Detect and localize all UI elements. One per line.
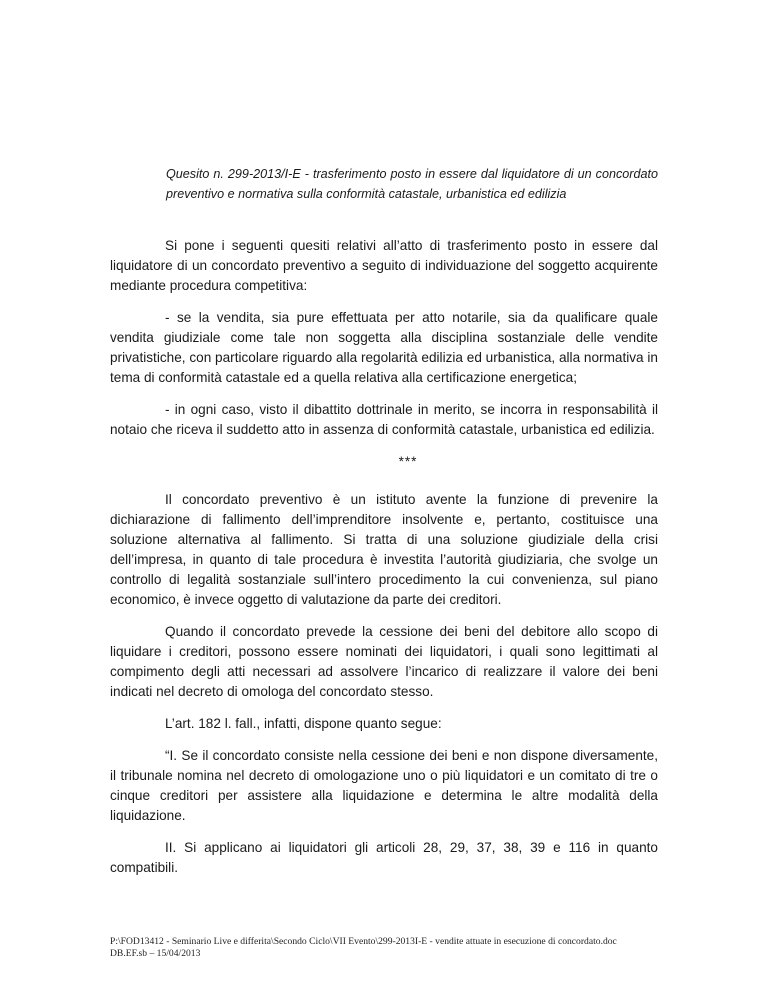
footer-signature: DB.EF.sb – 15/04/2013	[110, 948, 201, 959]
document-body	[110, 236, 658, 890]
paragraph-art-182: L’art. 182 l. fall., infatti, dispone quanto segue:	[165, 716, 442, 731]
page-footer	[110, 936, 670, 960]
paragraph-quote-1: “I. Se il concordato consiste nella cessione dei beni e non dispone diversamente, il tribunale nomina nel decreto di omologazione uno o più liquidatori e un comitato di tre o cinque creditori per assistere alla liquidazione e determina le altre modalità della liquidazione.	[110, 748, 658, 823]
document-title: Quesito n. 299-2013/I-E - trasferimento posto in essere dal liquidatore di un concordato preventivo e normativa sulla conformità catastale, urbanistica ed edilizia	[166, 167, 658, 201]
paragraph-concordato: Il concordato preventivo è un istituto avente la funzione di prevenire la dichiarazione di fallimento dell’imprenditore insolvente e, pertanto, costituisce una soluzione alternativa al fallimento. Si tratta di una soluzione giudiziale della crisi dell’impresa, in quanto di tale procedura è investita l’autorità giudiziaria, che svolge un controllo di legalità sostanziale sull’intero procedimento la cui convenienza, sul piano economico, è invece oggetto di valutazione da parte dei creditori.	[110, 492, 658, 607]
paragraph-question-intro: Si pone i seguenti quesiti relativi all’atto di trasferimento posto in essere dal liquidatore di un concordato preventivo a seguito di individuazione del soggetto acquirente mediante procedura competitiva:	[110, 238, 658, 293]
paragraph-question-1: - se la vendita, sia pure effettuata per atto notarile, sia da qualificare quale vendita giudiziale come tale non soggetta alla disciplina sostanziale delle vendite privatistiche, con particolare riguardo alla regolarità edilizia ed urbanistica, alla normativa in tema di conformità catastale ed a quella relativa alla certificazione energetica;	[110, 310, 658, 385]
section-separator: ***	[398, 454, 418, 469]
paragraph-question-2: - in ogni caso, visto il dibattito dottrinale in merito, se incorra in responsabilità il notaio che riceva il suddetto atto in assenza di conformità catastale, urbanistica ed edilizia.	[110, 402, 658, 437]
paragraph-quote-2: II. Si applicano ai liquidatori gli articoli 28, 29, 37, 38, 39 e 116 in quanto compatibili.	[110, 840, 658, 875]
footer-file-path: P:\FOD13412 - Seminario Live e differita\Secondo Ciclo\VII Evento\299-2013I-E - vendite attuate in esecuzione di concordato.doc	[110, 936, 617, 947]
paragraph-liquidatori: Quando il concordato prevede la cessione dei beni del debitore allo scopo di liquidare i creditori, possono essere nominati dei liquidatori, i quali sono legittimati al compimento degli atti necessari ad assolvere l’incarico di realizzare il valore dei beni indicati nel decreto di omologa del concordato stesso.	[110, 624, 658, 699]
